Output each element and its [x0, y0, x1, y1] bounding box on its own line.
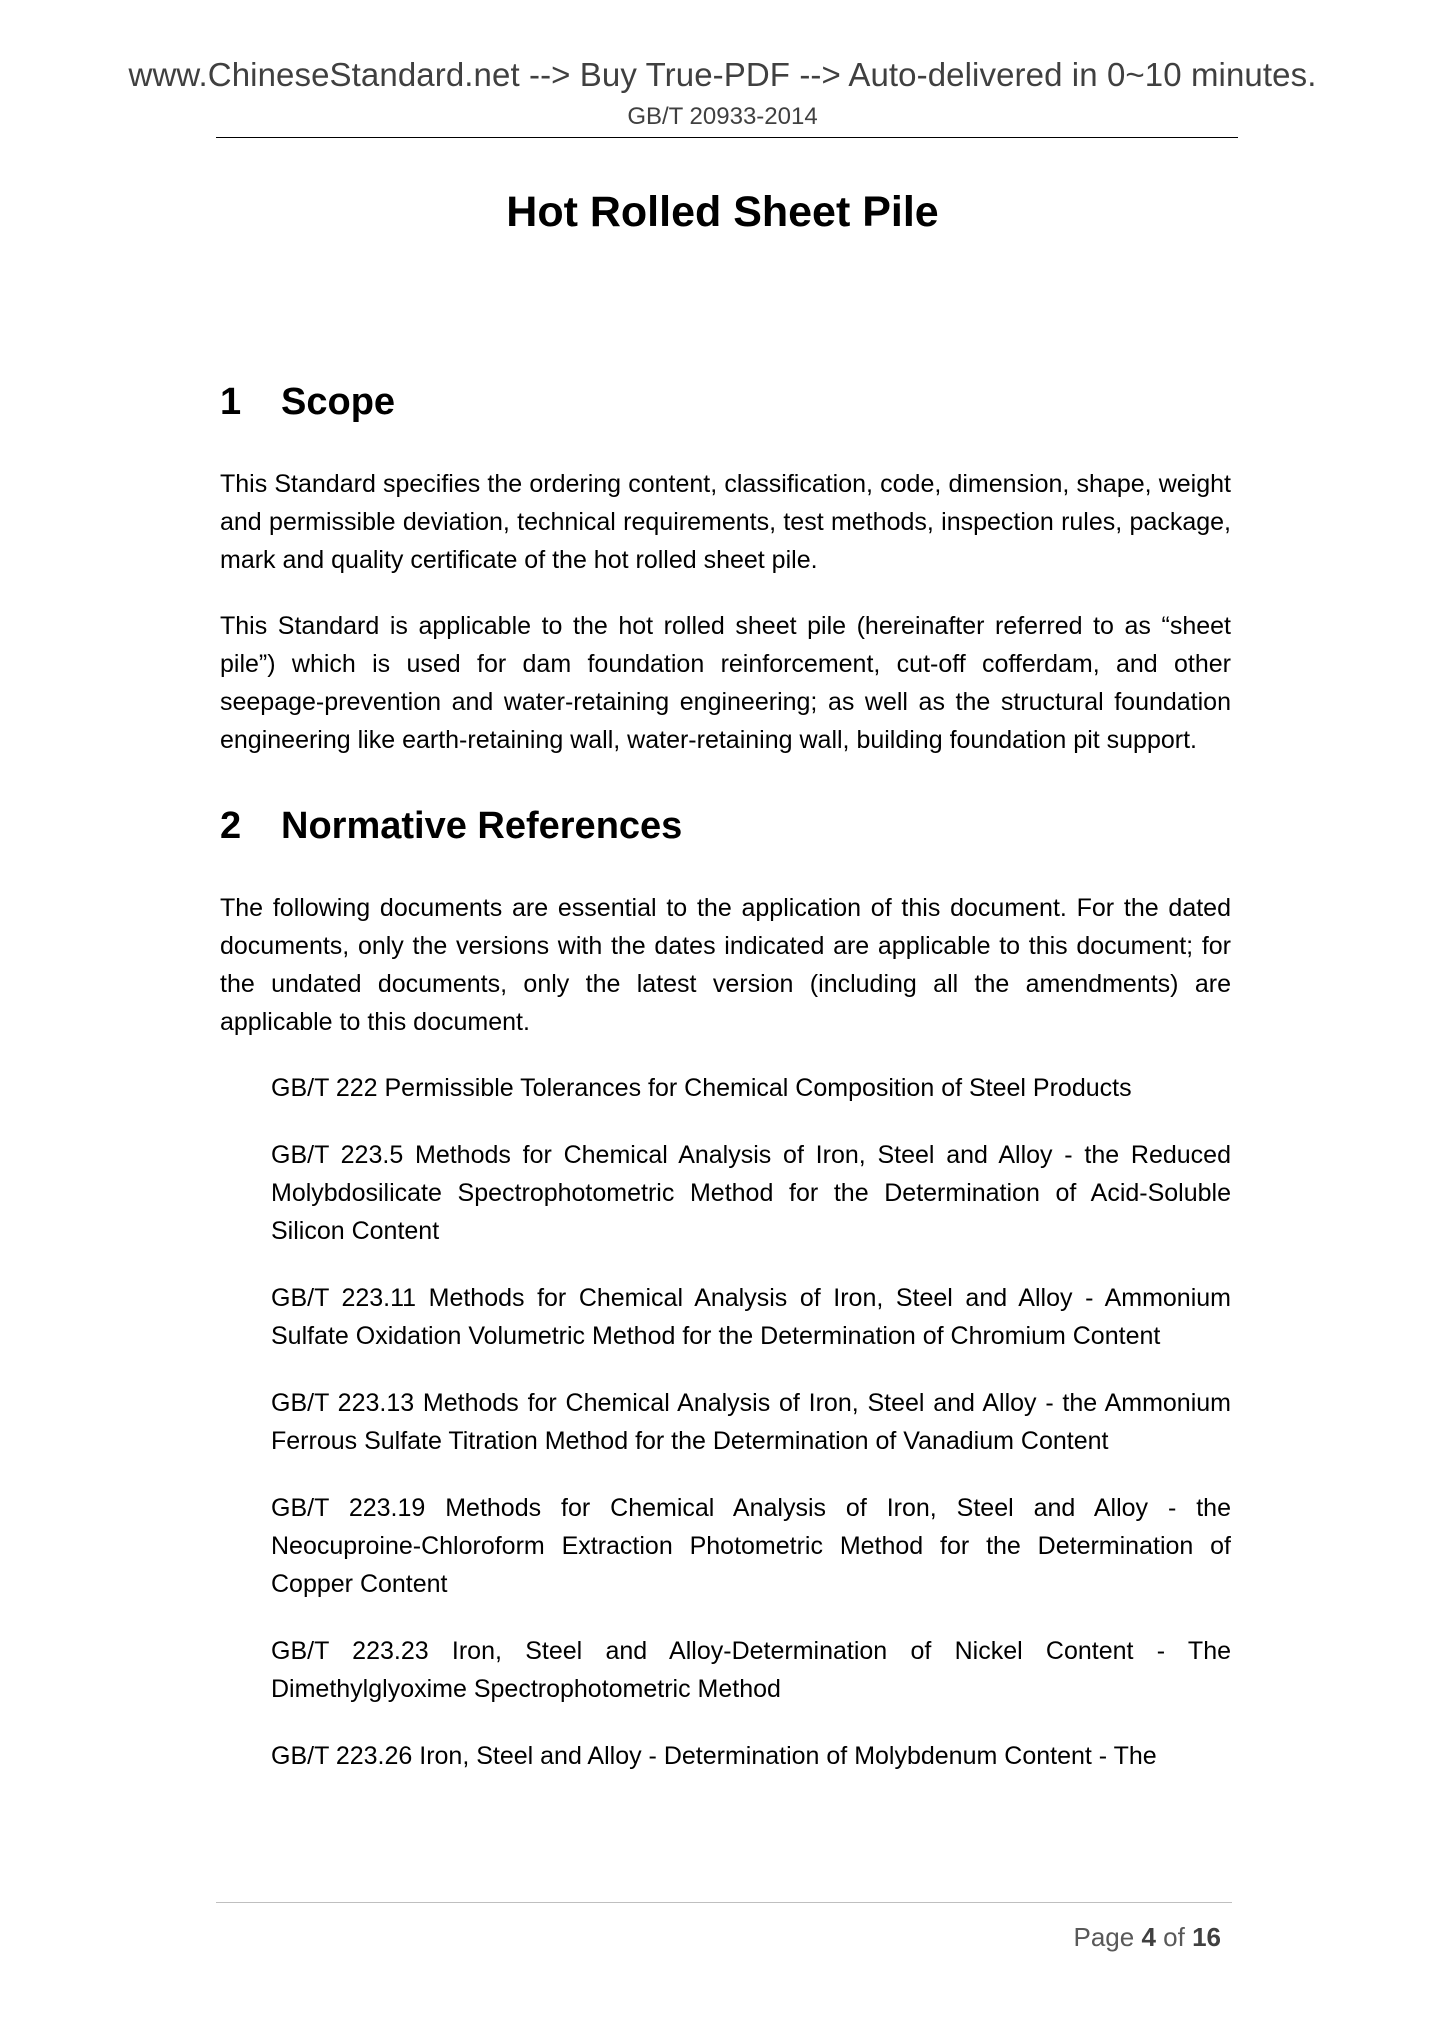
- section-number: 2: [220, 805, 242, 847]
- scope-paragraph: This Standard specifies the ordering content, classification, code, dimension, shape, weight and permissible deviation, technical requirements, test methods, inspection rules, package, mark and quality certificate of the hot rolled sheet pile.: [220, 470, 1231, 574]
- footer-divider: [216, 1902, 1232, 1903]
- page-current: 4: [1141, 1922, 1156, 1952]
- document-title: Hot Rolled Sheet Pile: [506, 188, 939, 236]
- reference-item: GB/T 223.19 Methods for Chemical Analysis of Iron, Steel and Alloy - the Neocuproine-Chloroform Extraction Photometric Method for the Determination of Copper Content: [271, 1494, 1231, 1598]
- references-intro: The following documents are essential to the application of this document. For the dated documents, only the versions with the dates indicated are applicable to this document; for the undated documents, only the latest version (including all the amendments) are applicable to this document.: [220, 894, 1231, 1036]
- section-title: Normative References: [281, 805, 683, 847]
- page-label: Page: [1073, 1922, 1135, 1952]
- scope-paragraph: This Standard is applicable to the hot rolled sheet pile (hereinafter referred to as “sheet pile”) which is used for dam foundation reinforcement, cut-off cofferdam, and other seepage-prevention and water-retaining engineering; as well as the structural foundation engineering like earth-retaining wall, water-retaining wall, building foundation pit support.: [220, 612, 1231, 754]
- reference-item: GB/T 223.23 Iron, Steel and Alloy-Determination of Nickel Content - The Dimethylglyoxime Spectrophotometric Method: [271, 1637, 1231, 1703]
- header-standard-code: GB/T 20933-2014: [627, 103, 818, 130]
- header-divider: [216, 137, 1238, 138]
- reference-item: GB/T 223.11 Methods for Chemical Analysis of Iron, Steel and Alloy - Ammonium Sulfate Oxidation Volumetric Method for the Determination of Chromium Content: [271, 1284, 1231, 1350]
- section-heading-references: [220, 799, 1231, 853]
- reference-item: GB/T 223.13 Methods for Chemical Analysis of Iron, Steel and Alloy - the Ammonium Ferrous Sulfate Titration Method for the Determination of Vanadium Content: [271, 1389, 1231, 1455]
- reference-list: [220, 1069, 1231, 1775]
- of-label: of: [1163, 1922, 1185, 1952]
- section-number: 1: [220, 381, 242, 423]
- document-body: [220, 375, 1231, 1804]
- section-title: Scope: [281, 381, 396, 423]
- header-banner: www.ChineseStandard.net --> Buy True-PDF --> Auto-delivered in 0~10 minutes.: [128, 56, 1317, 93]
- reference-item: GB/T 223.5 Methods for Chemical Analysis of Iron, Steel and Alloy - the Reduced Molybdosilicate Spectrophotometric Method for the Determination of Acid-Soluble Silicon Content: [271, 1141, 1231, 1245]
- page-number: [1073, 1922, 1221, 1953]
- reference-item: GB/T 222 Permissible Tolerances for Chemical Composition of Steel Products: [271, 1074, 1132, 1102]
- section-heading-scope: [220, 375, 1231, 429]
- reference-item: GB/T 223.26 Iron, Steel and Alloy - Determination of Molybdenum Content - The: [271, 1742, 1157, 1770]
- page-total: 16: [1192, 1922, 1221, 1952]
